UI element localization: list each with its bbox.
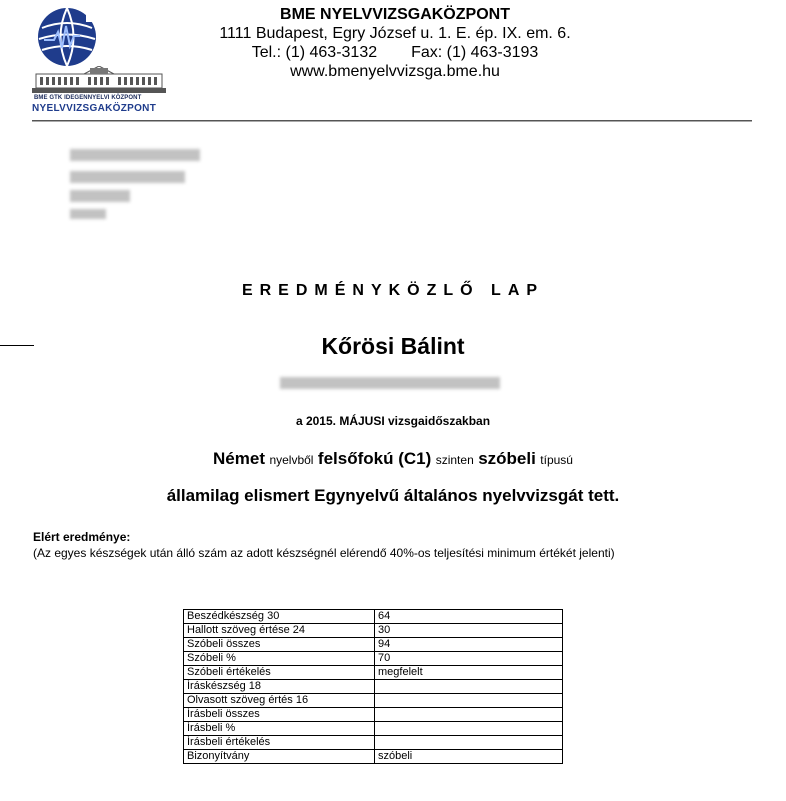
result-label: Beszédkészség 30 <box>184 610 375 624</box>
result-value <box>375 708 563 722</box>
table-row <box>184 610 563 624</box>
result-value: 64 <box>375 610 563 624</box>
table-row <box>184 624 563 638</box>
redacted-address <box>70 147 205 222</box>
result-label: Szóbeli összes <box>184 638 375 652</box>
exam-type: szóbeli <box>478 449 536 468</box>
table-row <box>184 736 563 750</box>
result-label: Olvasott szöveg értés 16 <box>184 694 375 708</box>
result-value: 70 <box>375 652 563 666</box>
candidate-name: Kőrösi Bálint <box>321 333 465 359</box>
globe-logo-icon <box>36 6 98 68</box>
results-table <box>183 609 563 764</box>
result-value: szóbeli <box>375 750 563 764</box>
exam-language: Német <box>213 449 265 468</box>
exam-language-suffix: nyelvből <box>269 453 314 467</box>
table-row <box>184 750 563 764</box>
result-value <box>375 736 563 750</box>
table-row <box>184 722 563 736</box>
result-label: Hallott szöveg értése 24 <box>184 624 375 638</box>
recognition-statement: államilag elismert Egynyelvű általános nyelvvizsgát tett. <box>166 486 620 505</box>
institution-logo <box>32 6 167 114</box>
result-value <box>375 694 563 708</box>
results-table-body <box>184 610 563 764</box>
table-row <box>184 694 563 708</box>
result-label: Szóbeli értékelés <box>184 666 375 680</box>
header-phone-fax <box>200 44 590 62</box>
result-label: Szóbeli % <box>184 652 375 666</box>
exam-description <box>0 449 786 469</box>
table-row <box>184 652 563 666</box>
header-divider <box>32 120 752 122</box>
result-value <box>375 680 563 694</box>
result-value: 94 <box>375 638 563 652</box>
logo-title: NYELVVIZSGAKÖZPONT <box>32 103 157 114</box>
result-label: Íráskészség 18 <box>184 680 375 694</box>
header-website: www.bmenyelvvizsga.bme.hu <box>290 63 500 80</box>
exam-type-suffix: típusú <box>540 453 573 467</box>
document-title: EREDMÉNYKÖZLŐ LAP <box>241 282 545 299</box>
logo-subtitle: BME GTK IDEGENNYELVI KÖZPONT <box>34 95 142 101</box>
result-value <box>375 722 563 736</box>
header-fax: Fax: (1) 463-3193 <box>411 44 539 61</box>
result-label: Írásbeli % <box>184 722 375 736</box>
header-org-name: BME NYELVVIZSGAKÖZPONT <box>280 6 510 23</box>
redacted-id <box>280 377 500 389</box>
table-row <box>184 708 563 722</box>
result-value: megfelelt <box>375 666 563 680</box>
table-row <box>184 680 563 694</box>
header-phone: Tel.: (1) 463-3132 <box>251 44 378 61</box>
table-row <box>184 666 563 680</box>
exam-level-suffix: szinten <box>435 453 474 467</box>
result-label: Írásbeli értékelés <box>184 736 375 750</box>
result-label: Bizonyítvány <box>184 750 375 764</box>
result-value: 30 <box>375 624 563 638</box>
building-logo-icon <box>32 66 166 94</box>
exam-period: a 2015. MÁJUSI vizsgaidőszakban <box>295 414 491 428</box>
header-address: 1111 Budapest, Egry József u. 1. E. ép. IX. em. 6. <box>219 25 571 42</box>
table-row <box>184 638 563 652</box>
result-heading: Elért eredménye: <box>33 530 131 544</box>
result-note: (Az egyes készségek után álló szám az adott készségnél elérendő 40%-os teljesítési minimum értékét jelenti) <box>33 546 615 560</box>
result-label: Írásbeli összes <box>184 708 375 722</box>
exam-level: felsőfokú (C1) <box>317 449 432 468</box>
